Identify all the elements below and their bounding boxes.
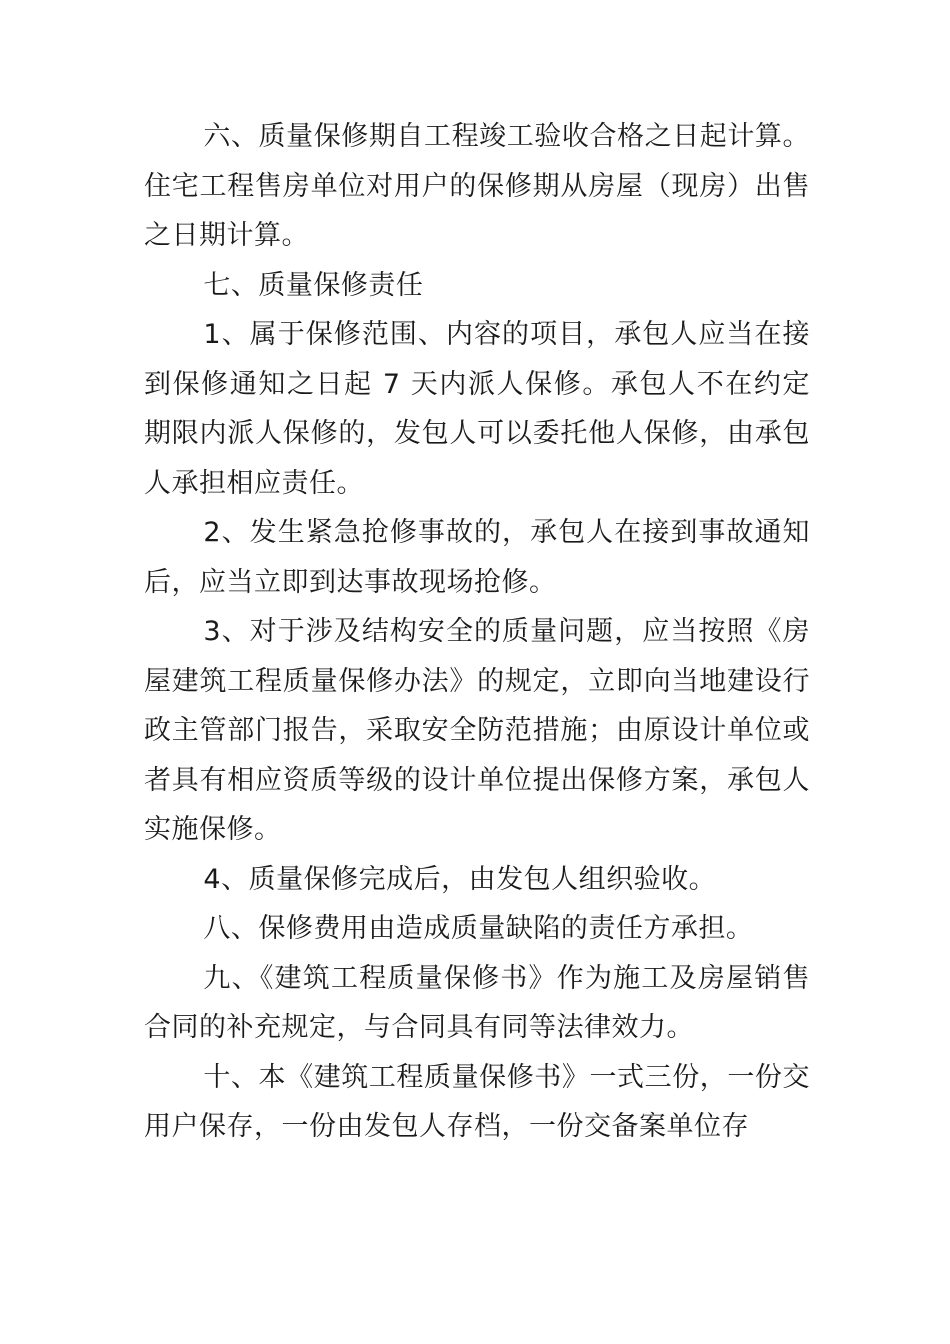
paragraph-clause-7-3: 3、对于涉及结构安全的质量问题，应当按照《房屋建筑工程质量保修办法》的规定，立即向当地建设行政主管部门报告，采取安全防范措施；由原设计单位或者具有相应资质等级的设计单位提出保修方案，承包人实施保修。: [144, 616, 810, 845]
document-body: [144, 112, 810, 1152]
paragraph-clause-7-2: 2、发生紧急抢修事故的，承包人在接到事故通知后，应当立即到达事故现场抢修。: [144, 517, 810, 598]
paragraph-clause-7-4: 4、质量保修完成后，由发包人组织验收。: [203, 863, 717, 895]
paragraph-clause-6: 六、质量保修期自工程竣工验收合格之日起计算。住宅工程售房单位对用户的保修期从房屋（现房）出售之日期计算。: [144, 121, 810, 251]
heading-clause-7: 七、质量保修责任: [203, 269, 424, 301]
paragraph-clause-7-1: 1、属于保修范围、内容的项目，承包人应当在接到保修通知之日起 7 天内派人保修。承包人不在约定期限内派人保修的，发包人可以委托他人保修，由承包人承担相应责任。: [144, 319, 810, 499]
paragraph-clause-9: 九、《建筑工程质量保修书》作为施工及房屋销售合同的补充规定，与合同具有同等法律效力。: [144, 962, 810, 1043]
paragraph-clause-8: 八、保修费用由造成质量缺陷的责任方承担。: [203, 913, 754, 944]
paragraph-clause-10: 十、本《建筑工程质量保修书》一式三份，一份交用户保存，一份由发包人存档，一份交备案单位存: [144, 1061, 810, 1142]
